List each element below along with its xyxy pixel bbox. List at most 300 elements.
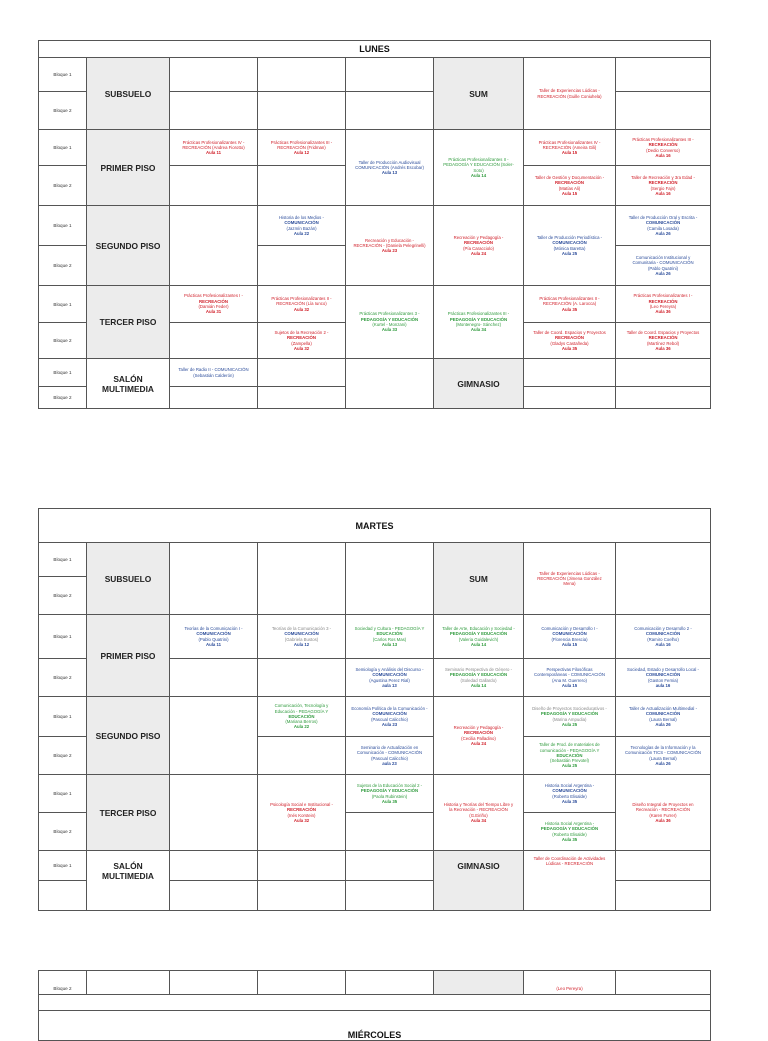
class-line: (Marina Ampudia) [552,716,587,722]
class-line: PEDAGOGÍA Y EDUCACIÓN [360,316,419,322]
class-line: PEDAGOGÍA Y EDUCACIÓN [540,826,599,832]
class-cell [170,130,258,166]
class-cell [524,206,616,286]
class-line: (Zampella) [291,340,312,346]
cell-empty [170,58,258,92]
cell-empty [258,851,346,881]
cell-empty [258,659,346,697]
class-line: (Laura Bernal) [649,716,677,722]
cell-empty [170,659,258,697]
class-line: RECREACIÓN (Andrea Fiorotto) [182,144,245,150]
class-cell [524,851,616,911]
bloque-label: Bloque 1 [39,58,87,92]
class-cell [524,323,616,359]
bloque-label: Bloque 2 [39,737,87,775]
class-line: (Leo Pereyra) [556,985,583,991]
bloque-label: Bloque 2 [39,971,87,995]
class-line: Prácticas Profesionalizantes II - [271,296,332,302]
class-cell [524,659,616,697]
class-line: (Mónica Baretta) [553,245,586,251]
class-line: EDUCACIÓN [376,631,403,637]
class-line: aula 23 [382,760,397,766]
class-line: (Sebastián Calderón) [193,372,234,378]
class-line: (Agustina Perez Rial) [369,677,410,683]
class-line: Economía Política de la Comunicación - [351,705,428,711]
bloque-label: Bloque 1 [39,775,87,813]
continuation-table [38,970,711,1041]
class-line: (Florencia Brescia) [551,636,588,642]
class-line: RECREACIÓN (Fridman) [277,144,326,150]
class-cell [616,659,711,697]
hall-gimnasio-cut [434,971,524,995]
class-line: PEDAGOGÍA Y EDUCACIÓN [449,672,508,678]
cell-empty [170,851,258,881]
class-line: Prácticas Profesionalizantes IV - [538,139,601,145]
class-line: Taller de Gestión y Documentación - [534,174,605,180]
floor-primer-piso: PRIMER PISO [87,615,170,697]
cell-empty [258,166,346,206]
class-line: (Camila Losada) [647,225,679,231]
class-cell [524,58,616,130]
class-line: Mena) [563,581,576,587]
class-line: Aula 26 [655,760,671,766]
class-line: COMUNICACIÓN [372,672,407,678]
class-line: (Roberto Elisalde) [552,793,587,799]
class-line: Aula 14 [470,641,487,647]
class-line: RECREACIÓN (Guille Coniuhela) [537,93,602,99]
class-line: Educación - PEDAGOGÍA Y [274,708,329,714]
class-cell [616,286,711,323]
class-line: RECREACIÓN [648,142,678,148]
class-line: Aula 32 [293,345,310,351]
floor-salon-multimedia: SALÓN MULTIMEDIA [87,359,170,409]
martes-clip [38,508,710,881]
cell-empty [346,543,434,615]
class-line: Aula 14 [470,172,487,178]
hall-sum: SUM [434,543,524,615]
floor-tercer-piso: TERCER PISO [87,286,170,359]
class-cell [434,659,524,697]
bloque-label: Bloque 2 [39,166,87,206]
class-line: Aula 36 [655,309,671,315]
class-line: Aula 23 [381,721,398,727]
class-line: Aula 13 [381,170,398,176]
class-line: Aula 35 [561,306,578,312]
class-line: EDUCACIÓN [288,713,315,719]
class-line: EDUCACIÓN [556,752,583,758]
class-line: Aula 15 [561,682,578,688]
class-line: Prácticas Profesionalizantes IV - [182,139,245,145]
hall-gimnasio: GIMNASIO [434,359,524,409]
class-cell [434,130,524,206]
hall-sum: SUM [434,58,524,130]
class-line: Comunicación y Desarrollo I - [541,625,598,631]
class-line: Historia Social Argentina - [544,782,595,788]
class-line: Aula 22 [293,724,310,730]
cell-empty [346,813,434,851]
cell-empty [258,58,346,92]
class-line: Aula 12 [293,150,310,156]
martes-table [38,508,711,911]
floor-segundo-piso: SEGUNDO PISO [87,206,170,286]
class-line: Aula 24 [470,740,487,746]
class-cell [258,697,346,737]
class-line: Aula 16 [655,152,671,158]
class-cell [524,775,616,813]
class-line: aula 13 [382,682,397,688]
class-line: Aula 35 [381,798,398,804]
class-line: Sociedad, Estado y Desarrollo Local - [627,666,699,672]
cell-empty [258,359,346,387]
class-line: Aula 15 [561,190,578,196]
continuation-clip [38,970,710,1040]
class-line: (Martínez Rebol) [647,340,679,346]
class-line: Aula 15 [561,641,578,647]
class-line: Aula 16 [655,641,671,647]
class-line: Comunicación y Desarrollo 2 - [634,625,692,631]
cell-empty [258,543,346,615]
class-line: RECREACIÓN [648,180,678,186]
class-line: Diseño Integral de Proyectos en [632,801,694,807]
cell-empty [170,323,258,359]
class-line: Recreación y Pedagogía - [453,724,504,730]
class-line: Aula 26 [655,230,671,236]
cell-empty [524,387,616,409]
class-line: Prácticas Profesionalizantes III - [270,139,333,145]
class-line: (Gladys Castañeda) [550,340,589,346]
class-line: Aula 35 [561,836,578,842]
class-line: Taller de Coord. Espacios y Proyectos [626,329,700,335]
class-line: Contemporáneas - COMUNICACIÓN [534,672,605,678]
class-cell [616,323,711,359]
class-line: (Leo Pereyra) [649,304,677,309]
class-line: RECREACIÓN [287,335,316,341]
class-line: (Gaston Fernia) [647,677,679,683]
floor-segundo-piso: SEGUNDO PISO [87,697,170,775]
martes-title: MARTES [39,509,711,543]
bloque-label: Bloque 2 [39,246,87,286]
class-line: (Paola Rubinstein) [371,793,408,799]
class-line: Prácticas Profesionalizantes II - [539,296,600,302]
class-line: COMUNICACIÓN [284,631,319,637]
bloque-label: Bloque 1 [39,286,87,323]
class-line: (Mariana Berros) [285,719,318,725]
class-cell [524,166,616,206]
cell-empty [616,881,711,911]
class-line: Comunicación - COMUNICACIÓN [356,750,423,756]
class-line: Teorías de la Comunicación 3 - [271,625,332,631]
cell-empty [170,543,258,615]
class-cell [524,615,616,659]
class-line: Diseño de Proyectos Socioeducativos - [532,705,607,711]
class-line: Aula 34 [470,817,487,823]
class-line: (G.Eiriño) [469,812,488,818]
class-line: Aula 24 [470,250,487,256]
lunes-title: LUNES [39,41,711,58]
class-line: RECREACIÓN (Ameira Gili) [542,144,597,150]
floor-salon-multimedia-cut [87,971,170,995]
class-line: Historia de los Medios - [279,214,324,220]
class-line: (Karen Furrer) [649,812,677,818]
cell-empty [346,971,434,995]
class-line: Taller de Coord. Espacios y Proyectos [533,329,606,335]
class-cell [524,971,616,995]
floor-primer-piso: PRIMER PISO [87,130,170,206]
class-line: RECREACIÓN [555,335,584,341]
floor-tercer-piso: TERCER PISO [87,775,170,851]
class-line: Lúdicas - RECREACIÓN [545,861,594,867]
class-cell [258,130,346,166]
class-line: Aula 33 [381,327,398,333]
class-line: Perspectivas Filosóficas [546,666,593,672]
cell-empty [346,851,434,881]
class-line: (Pablo Quatrini) [198,636,229,642]
class-line: COMUNICACIÓN [552,240,587,246]
class-line: (Sebastián Prevotel) [550,758,589,764]
class-line: Soto) [473,167,484,173]
class-line: Sociedad y Cultura - PEDAGOGÍA Y [354,625,425,631]
class-line: Taller de Prod. de materiales de [539,742,600,748]
class-line: COMUNICACIÓN [645,672,681,678]
bloque-label: Bloque 1 [39,130,87,166]
class-cell [258,775,346,851]
class-line: (Kurtel - Monzani) [372,322,407,327]
class-line: aula 16 [655,682,671,688]
class-line: Aula 31 [205,309,222,315]
class-cell [616,206,711,246]
class-line: Comunicación Institucional y [635,254,691,260]
class-line: RECREACIÓN [464,240,493,246]
class-line: (Pía Caracciolo) [463,245,494,251]
class-line: (Montenegro- Sánchez) [455,322,502,327]
cell-empty [346,92,434,130]
cell-empty [524,359,616,387]
class-line: Historia Social Argentina - [544,820,595,826]
floor-subsuelo: SUBSUELO [87,58,170,130]
cell-empty [346,359,434,409]
cell-empty [170,387,258,409]
class-line: (Carlos Ros Mas) [372,636,407,642]
class-line: Aula 32 [293,817,310,823]
cell-empty [258,737,346,775]
class-cell [346,697,434,737]
class-line: COMUNICACIÓN [284,220,319,226]
class-line: Recreación y Pedagogía - [453,234,504,240]
bloque-label: Bloque 2 [39,813,87,851]
class-line: Comunicación, Tecnología y [274,703,329,709]
bloque-label: Bloque 1 [39,697,87,737]
class-cell [524,543,616,615]
class-line: (Gabriela Bustos) [284,636,319,642]
class-line: Prácticas Profesionalizantes I - [633,293,693,299]
class-line: Aula 16 [655,190,671,196]
cell-empty [346,881,434,911]
class-line: Historia y Teorías del Tiempo Libre y [443,801,514,807]
class-line: PEDAGOGÍA Y EDUCACIÓN (Soler- [443,162,514,168]
class-line: Aula 11 [205,150,222,156]
class-line: Taller de Coordinación de Actividades [533,856,606,861]
class-cell [434,206,524,286]
cell-empty [170,697,258,775]
cell-empty [616,543,711,615]
lunes-table [38,40,711,409]
class-cell [170,615,258,659]
bloque-label: Bloque 1 [39,851,87,881]
class-line: (Inés Korstein) [287,812,316,818]
class-line: RECREACIÓN - (Daniela Pelegrinelli) [353,242,426,248]
class-cell [258,615,346,659]
class-cell [434,615,524,659]
bloque-label: Bloque 2 [39,659,87,697]
class-line: COMUNICACIÓN [645,631,681,637]
class-line: Sujetos de la Recreación 2 - [274,329,329,335]
cell-empty [170,92,258,130]
class-line: (Cecilia Palladino) [461,735,496,741]
class-line: Aula 34 [470,327,487,333]
bloque-label: Bloque 2 [39,92,87,130]
class-cell [524,130,616,166]
class-line: Prácticas Profesionalizantes III - [632,136,694,142]
class-line: Aula 25 [561,721,578,727]
class-line: COMUNICACIÓN (Andrés Escobar) [355,164,424,170]
class-cell [170,286,258,323]
class-line: RECREACIÓN [648,298,678,304]
cell-empty [616,971,711,995]
class-cell [616,166,711,206]
cell-empty [170,166,258,206]
class-line: RECREACIÓN (Jimena González [537,575,602,581]
class-line: PEDAGOGÍA Y EDUCACIÓN [360,788,419,794]
class-line: (Dedio Converso) [646,147,680,153]
bloque-label: Bloque 2 [39,577,87,615]
class-line: (Laura Bernal) [649,755,677,761]
class-line: Aula 25 [561,250,578,256]
class-line: RECREACIÓN (A. Larocca) [542,301,597,307]
class-cell [616,737,711,775]
class-cell [258,323,346,359]
class-line: (Pablo Quatrini) [647,265,679,271]
class-line: Recreación - RECREACIÓN [635,807,691,813]
class-line: Seminario Perspectiva de Género - [444,666,513,672]
class-cell [258,206,346,246]
bloque-label: Bloque 1 [39,615,87,659]
cell-empty [170,775,258,851]
class-line: Comunicación TICS - COMUNICACIÓN [624,750,702,756]
class-line: Aula 13 [381,641,398,647]
class-line: (Soledad Gallardo) [460,677,497,683]
cell-empty [170,881,258,911]
class-line: Aula 32 [293,306,310,312]
class-line: RECREACIÓN [648,335,678,341]
class-line: Aula 36 [655,817,671,823]
class-line: COMUNICACIÓN [372,711,407,717]
class-line: PEDAGOGÍA Y EDUCACIÓN [540,711,599,717]
class-cell [346,737,434,775]
class-line: Taller de Radio II - COMUNICACIÓN [178,367,249,373]
cell-empty [616,92,711,130]
class-cell [524,813,616,851]
class-cell [346,775,434,813]
spacer-row [39,995,711,1011]
class-line: RECREACIÓN [287,807,316,813]
class-line: Aula 23 [381,248,398,254]
class-cell [616,615,711,659]
cell-empty [170,971,258,995]
class-line: Taller de Experiencias Lúdicas - [539,88,600,94]
class-cell [170,359,258,387]
class-line: Aula 26 [655,721,671,727]
class-line: RECREACIÓN [555,180,584,186]
class-line: Seminario de Actualización en [360,744,419,750]
class-line: COMUNICACIÓN [645,711,681,717]
cell-empty [616,359,711,387]
class-line: PEDAGOGÍA Y EDUCACIÓN [449,631,508,637]
class-cell [346,286,434,359]
class-line: PEDAGOGÍA Y EDUCACIÓN [449,316,508,322]
class-cell [616,775,711,851]
floor-salon-multimedia: SALÓN MULTIMEDIA [87,851,170,911]
bloque-label [39,881,87,911]
class-line: Tecnologías de la Información y la [630,744,696,750]
class-line: Comunitaria - COMUNICACIÓN [632,260,694,266]
class-cell [616,697,711,737]
class-line: COMUNICACIÓN [552,788,587,794]
floor-subsuelo: SUBSUELO [87,543,170,615]
cell-empty [616,387,711,409]
class-line: Semiología y Análisis del Discurso - [355,666,424,672]
cell-empty [616,851,711,881]
class-line: Psicología Social e Institucional - [270,801,333,807]
class-line: Recreación y Educación - [365,237,414,243]
class-line: Taller de Actualización Multimedial - [628,705,698,711]
class-line: Aula 22 [293,230,310,236]
class-line: Teorías de la Comunicación I - [184,625,243,631]
class-line: (Ana M. Guerrero) [552,677,587,683]
class-line: Prácticas Profesionalizantes I - [184,293,243,299]
class-line: Taller de Producción Oral y Escrita - [628,214,698,220]
class-line: Aula 15 [561,150,578,156]
cell-empty [170,206,258,286]
class-line: Taller de Producción Audiovisual [358,159,421,165]
bloque-label: Bloque 2 [39,387,87,409]
class-line: (Pascual Calicchio) [371,755,408,761]
class-line: Aula 25 [561,763,578,769]
class-line: Prácticas Profesionalizantes 3 - [359,311,420,317]
class-line: (Valeria Guidalevich) [458,636,499,642]
cell-empty [258,246,346,286]
class-cell [616,130,711,166]
bloque-label: Bloque 1 [39,359,87,387]
cell-empty [258,92,346,130]
bloque-label: Bloque 2 [39,323,87,359]
cell-empty [258,971,346,995]
class-line: Taller de Experiencias Lúdicas - [539,570,600,576]
class-line: Aula 35 [561,798,578,804]
class-line: la Recreación - RECREACIÓN [449,807,508,813]
cell-empty [258,881,346,911]
class-line: (Ramiro Coelho) [647,636,679,642]
class-line: (Matías Ali) [558,185,581,191]
cell-empty [616,58,711,92]
class-cell [524,737,616,775]
class-line: Aula 26 [655,270,671,276]
cell-empty [258,387,346,409]
class-line: (Sergio Fajn) [650,185,676,191]
class-line: Aula 12 [293,641,310,647]
miercoles-title: MIÉRCOLES [39,1011,711,1041]
class-line: RECREACIÓN (Lía Iunco) [276,301,327,307]
class-line: RECREACIÓN [199,298,228,304]
